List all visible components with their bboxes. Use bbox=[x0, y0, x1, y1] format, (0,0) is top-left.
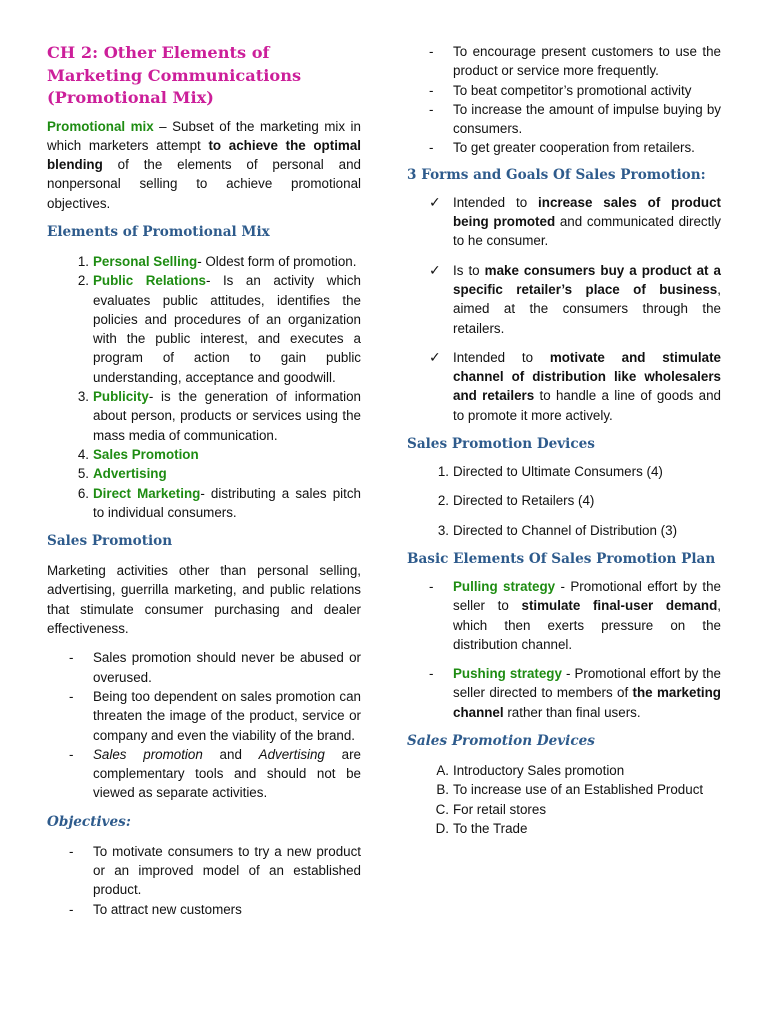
list-item: - Sales promotion should never be abused or overused. bbox=[69, 650, 361, 685]
list-item: - To increase the amount of impulse buying by consumers. bbox=[429, 101, 721, 137]
list-item: 3. Directed to Channel of Distribution (3) bbox=[437, 522, 678, 538]
list-item: - To encourage present customers to use the product or service more frequently. bbox=[429, 44, 721, 79]
list-item: - Sales promotion and Advertising are complementary tools and should not be viewed as separate activities. bbox=[69, 746, 361, 801]
objectives-heading: Objectives: bbox=[47, 813, 131, 830]
sales-promotion-bullets bbox=[47, 648, 361, 802]
plan-heading: Basic Elements Of Sales Promotion Plan bbox=[407, 550, 716, 567]
devices-heading: Sales Promotion Devices bbox=[407, 436, 595, 453]
list-item: A. Introductory Sales promotion bbox=[436, 763, 625, 779]
list-item: ✓ Is to make consumers buy a product at a specific retailer’s place of business, aimed at the consumers through the retailers. bbox=[429, 261, 721, 336]
list-item: 4. Sales Promotion bbox=[77, 446, 199, 462]
sales-promotion-heading: Sales Promotion bbox=[47, 533, 173, 550]
list-item: 5. Advertising bbox=[77, 466, 167, 482]
list-item: 2. Directed to Retailers (4) bbox=[437, 493, 595, 509]
devices-list bbox=[407, 462, 721, 540]
list-item: D. To the Trade bbox=[435, 820, 528, 836]
list-item: C. For retail stores bbox=[435, 801, 547, 817]
list-item: B. To increase use of an Established Product bbox=[436, 782, 704, 798]
forms-list bbox=[407, 193, 721, 425]
term-promotional-mix: Promotional mix bbox=[47, 118, 154, 134]
right-column bbox=[407, 0, 721, 838]
elements-heading: Elements of Promotional Mix bbox=[47, 223, 270, 240]
list-item: - To get greater cooperation from retailers. bbox=[429, 140, 695, 156]
objectives-list-continued bbox=[407, 42, 721, 158]
list-item: 1. Personal Selling- Oldest form of promotion. bbox=[77, 253, 357, 269]
forms-heading: 3 Forms and Goals Of Sales Promotion: bbox=[407, 166, 706, 183]
list-item: 1. Directed to Ultimate Consumers (4) bbox=[437, 464, 663, 480]
list-item: - To motivate consumers to try a new product or an improved model of an established product. bbox=[69, 843, 361, 898]
list-item: 6. Direct Marketing- distributing a sales pitch to individual consumers. bbox=[77, 485, 362, 520]
list-item: ✓ Intended to motivate and stimulate channel of distribution like wholesalers and retailers to handle a line of goods and to promote it more actively. bbox=[429, 348, 721, 423]
sales-promotion-paragraph: Marketing activities other than personal selling, advertising, guerrilla marketing, and public relations that stimulate consumer purchasing and dealer effectiveness. bbox=[47, 563, 361, 637]
list-item: - Pushing strategy - Promotional effort by the seller directed to members of the marketing channel rather than final users. bbox=[429, 666, 722, 720]
checkmark-icon: ✓ bbox=[429, 261, 441, 278]
elements-list bbox=[47, 252, 361, 522]
checkmark-icon: ✓ bbox=[429, 193, 441, 210]
list-item: - Pulling strategy - Promotional effort by the seller to stimulate final-user demand, which then exerts pressure on the distribution channel. bbox=[429, 578, 722, 652]
devices-heading-2: Sales Promotion Devices bbox=[407, 733, 595, 750]
list-item: - To beat competitor’s promotional activity bbox=[429, 82, 692, 98]
left-column bbox=[47, 0, 361, 919]
objectives-list bbox=[47, 842, 361, 919]
checkmark-icon: ✓ bbox=[429, 348, 441, 365]
intro-paragraph: Promotional mix – Subset of the marketing mix in which marketers attempt to achieve the optimal blending of the elements of personal and nonpersonal selling to achieve promotional objectives. bbox=[47, 118, 361, 211]
page-title: CH 2: Other Elements of Marketing Communications (Promotional Mix) bbox=[47, 43, 302, 107]
list-item: ✓ Intended to increase sales of product being promoted and communicated directly to he consumer. bbox=[429, 193, 722, 249]
plan-list bbox=[407, 577, 721, 722]
list-item: 3. Publicity- is the generation of information about person, products or services using the mass media of communication. bbox=[77, 389, 361, 443]
list-item: - To attract new customers bbox=[69, 901, 242, 917]
list-item: - Being too dependent on sales promotion can threaten the image of the product, service or company and even the viability of the brand. bbox=[69, 688, 361, 743]
devices-list-2 bbox=[407, 761, 721, 838]
list-item: 2. Public Relations- Is an activity which evaluates public attitudes, identifies the policies and procedures of an organization with the public interest, and executes a program of action to gain public understanding, acceptance and goodwill. bbox=[77, 273, 362, 385]
